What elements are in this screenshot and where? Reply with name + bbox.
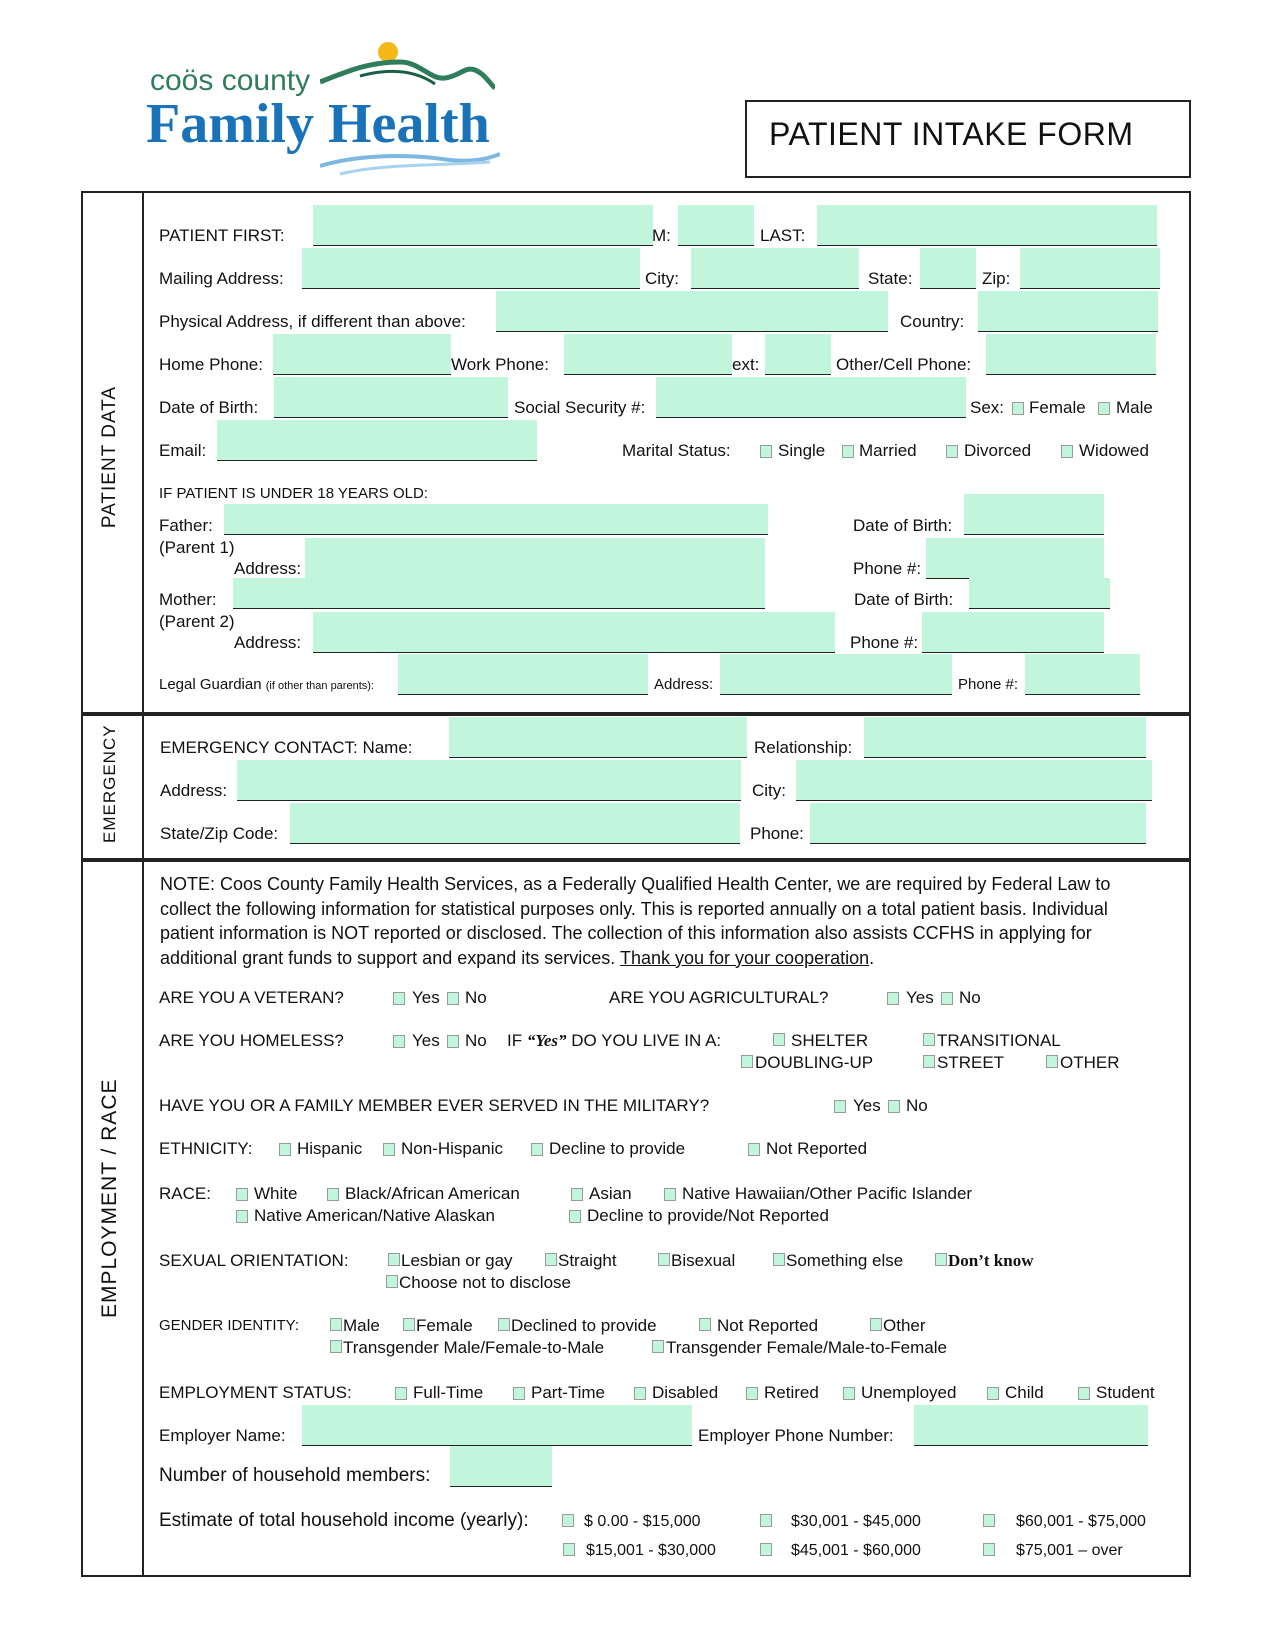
street-checkbox[interactable] [923,1055,935,1068]
parent2-label: (Parent 2) [159,612,235,631]
note-text: NOTE: Coos County Family Health Services, as a Federally Qualified Health Center, we are required by Federal Law to collect the following information for statistical purposes only. This is reported annually on a total patient basis. Individual patient information is NOT reported or disclosed. The collection of this information also assists CCFHS in applying for additional grant funds to support and expand its services. [160,874,1111,968]
guardian-note: (if other than parents): [265,680,374,692]
retired-checkbox[interactable] [746,1387,758,1400]
gender-male-checkbox[interactable] [330,1318,342,1331]
trans-female-label: Transgender Female/Male-to-Female [666,1338,947,1357]
father-field[interactable] [224,504,768,535]
ethnicity-notreported-checkbox[interactable] [748,1143,760,1156]
mother-dob-field[interactable] [969,578,1110,609]
employment-status-label: EMPLOYMENT STATUS: [159,1383,352,1402]
veteran-yes-checkbox[interactable] [393,992,405,1005]
homeless-followup [507,1031,721,1051]
marital-single-checkbox[interactable] [760,445,772,458]
income6-checkbox[interactable] [983,1543,995,1556]
mother-phone-field[interactable] [922,612,1104,653]
marital-married-label: Married [859,441,917,460]
lesbian-checkbox[interactable] [388,1253,400,1266]
father-address-field[interactable] [305,538,765,579]
country-label: Country: [900,312,965,331]
work-phone-label: Work Phone: [451,355,549,374]
ssn-label: Social Security #: [514,398,646,417]
logo-name: Family Health [146,93,490,155]
emergency-phone-label: Phone: [750,824,804,843]
race-black-checkbox[interactable] [327,1188,339,1201]
ethnicity-label: ETHNICITY: [159,1139,253,1158]
marital-widowed-label: Widowed [1079,441,1149,460]
guardian-phone-field[interactable] [1025,654,1140,695]
other-living-checkbox[interactable] [1046,1055,1058,1068]
father-address-label: Address: [234,559,302,578]
hispanic-label: Hispanic [297,1139,363,1158]
military-yes-label: Yes [853,1096,881,1115]
race-white-label: White [254,1184,298,1203]
ext-field[interactable] [765,334,831,375]
gender-female-label: Female [416,1316,473,1335]
sex-female-label: Female [1029,398,1086,417]
cell-phone-label: Other/Cell Phone: [836,355,972,374]
mother-phone-label: Phone #: [850,633,919,652]
dob-label: Date of Birth: [159,398,259,417]
straight-label: Straight [558,1251,617,1270]
mother-address-field[interactable] [313,612,835,653]
parttime-label: Part-Time [531,1383,605,1402]
employment-label: EMPLOYMENT / RACE [98,1078,121,1318]
home-phone-field[interactable] [273,334,451,375]
cell-phone-field[interactable] [986,334,1156,375]
household-field[interactable] [450,1446,552,1487]
emergency-relationship-field[interactable] [864,717,1146,758]
guardian-address-label: Address: [654,676,714,693]
mother-label: Mother: [159,590,217,609]
lesbian-label: Lesbian or gay [401,1251,513,1270]
nonhispanic-checkbox[interactable] [383,1143,395,1156]
emergency-relationship-label: Relationship: [754,738,853,757]
ssn-field[interactable] [656,377,966,418]
guardian-label [159,675,374,696]
hispanic-checkbox[interactable] [279,1143,291,1156]
gender-declined-label: Declined to provide [511,1316,657,1335]
last-name-field[interactable] [817,205,1157,246]
transitional-label: TRANSITIONAL [937,1031,1061,1050]
military-question: HAVE YOU OR A FAMILY MEMBER EVER SERVED IN THE MILITARY? [159,1096,710,1115]
something-else-label: Something else [786,1251,904,1270]
dont-know-label: Don’t know [948,1251,1034,1270]
zip-field[interactable] [1020,248,1160,289]
email-field[interactable] [217,420,537,461]
father-phone-field[interactable] [926,538,1104,579]
marital-single-label: Single [778,441,826,460]
form-title-box [745,100,1191,178]
followup-post: DO YOU LIVE IN A: [566,1031,722,1050]
shelter-checkbox[interactable] [773,1033,785,1046]
city-label: City: [645,269,679,288]
fulltime-checkbox[interactable] [395,1387,407,1400]
under18-heading: IF PATIENT IS UNDER 18 YEARS OLD: [159,485,428,502]
veteran-question: ARE YOU A VETERAN? [159,988,344,1007]
marital-label: Marital Status: [622,441,731,460]
military-no-label: No [906,1096,928,1115]
veteran-no-label: No [465,988,487,1007]
trans-male-checkbox[interactable] [330,1340,342,1353]
homeless-no-checkbox[interactable] [447,1035,459,1048]
employment-label-divider [142,858,144,1575]
gender-declined-checkbox[interactable] [498,1318,510,1331]
mother-field[interactable] [233,578,765,609]
waves-icon [320,148,500,178]
sex-female-checkbox[interactable] [1012,402,1024,415]
race-native-checkbox[interactable] [236,1210,248,1223]
agricultural-no-label: No [959,988,981,1007]
father-dob-label: Date of Birth: [853,516,953,535]
nonhispanic-label: Non-Hispanic [401,1139,504,1158]
form-title: PATIENT INTAKE FORM [769,116,1134,152]
something-else-checkbox[interactable] [773,1253,785,1266]
emergency-name-label: EMERGENCY CONTACT: Name: [160,738,413,757]
gender-other-label: Other [883,1316,926,1335]
income2-checkbox[interactable] [760,1514,772,1527]
straight-checkbox[interactable] [545,1253,557,1266]
emergency-statezip-label: State/Zip Code: [160,824,279,843]
income2-label: $30,001 - $45,000 [791,1513,921,1530]
ethnicity-decline-label: Decline to provide [549,1139,686,1158]
household-label: Number of household members: [159,1465,431,1486]
gender-female-checkbox[interactable] [403,1318,415,1331]
income5-checkbox[interactable] [760,1543,772,1556]
race-decline-label: Decline to provide/Not Reported [587,1206,829,1225]
email-label: Email: [159,441,207,460]
father-phone-label: Phone #: [853,559,922,578]
choose-not-label: Choose not to disclose [399,1273,571,1292]
dont-know-checkbox[interactable] [935,1253,947,1266]
disabled-label: Disabled [652,1383,719,1402]
emergency-city-label: City: [752,781,786,800]
physical-address-label: Physical Address, if different than above: [159,312,466,331]
marital-widowed-checkbox[interactable] [1061,445,1073,458]
agricultural-question: ARE YOU AGRICULTURAL? [609,988,829,1007]
income6-label: $75,001 – over [1016,1542,1123,1559]
income4-label: $15,001 - $30,000 [586,1542,716,1559]
income4-checkbox[interactable] [563,1543,575,1556]
income-label: Estimate of total household income (yearly): [159,1510,529,1531]
country-field[interactable] [978,291,1158,332]
note-thanks: Thank you for your cooperation [619,947,870,968]
patient-data-label: PATIENT DATA [99,385,120,529]
emergency-name-field[interactable] [449,717,747,758]
emergency-statezip-field[interactable] [290,803,740,844]
student-checkbox[interactable] [1078,1387,1090,1400]
ethnicity-notreported-label: Not Reported [766,1139,868,1158]
fulltime-label: Full-Time [413,1383,484,1402]
veteran-no-checkbox[interactable] [447,992,459,1005]
ethnicity-decline-checkbox[interactable] [531,1143,543,1156]
agricultural-yes-label: Yes [906,988,934,1007]
homeless-yes-checkbox[interactable] [393,1035,405,1048]
military-yes-checkbox[interactable] [834,1100,846,1113]
race-white-checkbox[interactable] [236,1188,248,1201]
logo-county: coös county [150,64,311,97]
parent1-label: (Parent 1) [159,538,235,557]
student-label: Student [1096,1383,1155,1402]
bisexual-label: Bisexual [671,1251,736,1270]
gender-label: GENDER IDENTITY: [159,1317,300,1334]
unemployed-label: Unemployed [861,1383,957,1402]
income1-label: $ 0.00 - $15,000 [584,1513,701,1530]
gender-notreported-checkbox[interactable] [699,1318,711,1331]
father-label: Father: [159,516,213,535]
first-name-label: PATIENT FIRST: [159,226,285,245]
sex-label: Sex: [970,398,1005,417]
agricultural-yes-checkbox[interactable] [887,992,899,1005]
homeless-yes-label: Yes [412,1031,440,1050]
orientation-label: SEXUAL ORIENTATION: [159,1251,349,1270]
state-field[interactable] [920,248,976,289]
emergency-label-divider [142,712,144,860]
last-name-label: LAST: [760,226,806,245]
veteran-yes-label: Yes [412,988,440,1007]
child-label: Child [1005,1383,1044,1402]
income3-checkbox[interactable] [983,1514,995,1527]
marital-divorced-label: Divorced [964,441,1032,460]
trans-female-checkbox[interactable] [652,1340,664,1353]
military-no-checkbox[interactable] [888,1100,900,1113]
race-hawaiian-checkbox[interactable] [664,1188,676,1201]
marital-divorced-checkbox[interactable] [946,445,958,458]
income5-label: $45,001 - $60,000 [791,1542,921,1559]
race-asian-label: Asian [589,1184,632,1203]
doubling-checkbox[interactable] [741,1055,753,1068]
dob-field[interactable] [274,377,508,418]
homeless-no-label: No [465,1031,487,1050]
agricultural-no-checkbox[interactable] [941,992,953,1005]
parttime-checkbox[interactable] [513,1387,525,1400]
marital-married-checkbox[interactable] [842,445,854,458]
gender-other-checkbox[interactable] [870,1318,882,1331]
gender-male-label: Male [343,1316,380,1335]
emergency-city-field[interactable] [796,760,1152,801]
patient-label-divider [142,191,144,714]
doubling-label: DOUBLING-UP [755,1053,874,1072]
guardian-label-text: Legal Guardian [159,676,262,693]
physical-address-field[interactable] [496,291,888,332]
guardian-address-field[interactable] [720,654,952,695]
logo [146,40,510,180]
mother-dob-label: Date of Birth: [854,590,954,609]
gender-notreported-label: Not Reported [717,1316,819,1335]
guardian-phone-label: Phone #: [958,676,1019,693]
city-field[interactable] [691,248,859,289]
employer-label: Employer Name: [159,1426,286,1445]
emergency-phone-field[interactable] [810,803,1146,844]
middle-initial-label: M: [652,226,671,245]
federal-note: NOTE: Coos County Family Health Services, as a Federally Qualified Health Center, we are required by Federal Law to collect the following information for statistical purposes only. This is reported annually on a total patient basis. Individual patient information is NOT reported or disclosed. The collection of this information also assists CCFHS in applying for additional grant funds to support and expand its services. Thank you for your cooperation. [160,874,1111,968]
employer-phone-field[interactable] [914,1405,1148,1446]
father-dob-field[interactable] [964,494,1104,535]
homeless-question: ARE YOU HOMELESS? [159,1031,344,1050]
income3-label: $60,001 - $75,000 [1016,1513,1146,1530]
race-black-label: Black/African American [345,1184,520,1203]
employer-field[interactable] [302,1405,692,1446]
race-asian-checkbox[interactable] [571,1188,583,1201]
emergency-address-label: Address: [160,781,228,800]
sex-male-checkbox[interactable] [1098,402,1110,415]
race-label: RACE: [159,1184,211,1203]
unemployed-checkbox[interactable] [843,1387,855,1400]
child-checkbox[interactable] [987,1387,999,1400]
mailing-address-field[interactable] [302,248,640,289]
other-living-label: OTHER [1060,1053,1120,1072]
middle-initial-field[interactable] [678,205,754,246]
emergency-label: EMERGENCY [100,724,119,843]
work-phone-field[interactable] [564,334,732,375]
sex-male-label: Male [1116,398,1153,417]
mountain-sun-icon [320,40,495,100]
retired-label: Retired [764,1383,819,1402]
street-label: STREET [937,1053,1005,1072]
state-label: State: [868,269,913,288]
income1-checkbox[interactable] [562,1514,574,1527]
choose-not-checkbox[interactable] [386,1275,398,1288]
disabled-checkbox[interactable] [634,1387,646,1400]
zip-label: Zip: [982,269,1011,288]
guardian-field[interactable] [398,654,648,695]
followup-yes: “Yes” [526,1031,567,1050]
employer-phone-label: Employer Phone Number: [698,1426,894,1445]
followup-pre: IF [507,1031,527,1050]
first-name-field[interactable] [313,205,653,246]
mother-address-label: Address: [234,633,302,652]
transitional-checkbox[interactable] [923,1033,935,1046]
race-hawaiian-label: Native Hawaiian/Other Pacific Islander [682,1184,973,1203]
mailing-address-label: Mailing Address: [159,269,284,288]
bisexual-checkbox[interactable] [658,1253,670,1266]
race-native-label: Native American/Native Alaskan [254,1206,495,1225]
race-decline-checkbox[interactable] [569,1210,581,1223]
shelter-label: SHELTER [791,1031,869,1050]
trans-male-label: Transgender Male/Female-to-Male [343,1338,605,1357]
ext-label: ext: [732,355,760,374]
emergency-address-field[interactable] [237,760,741,801]
home-phone-label: Home Phone: [159,355,263,374]
